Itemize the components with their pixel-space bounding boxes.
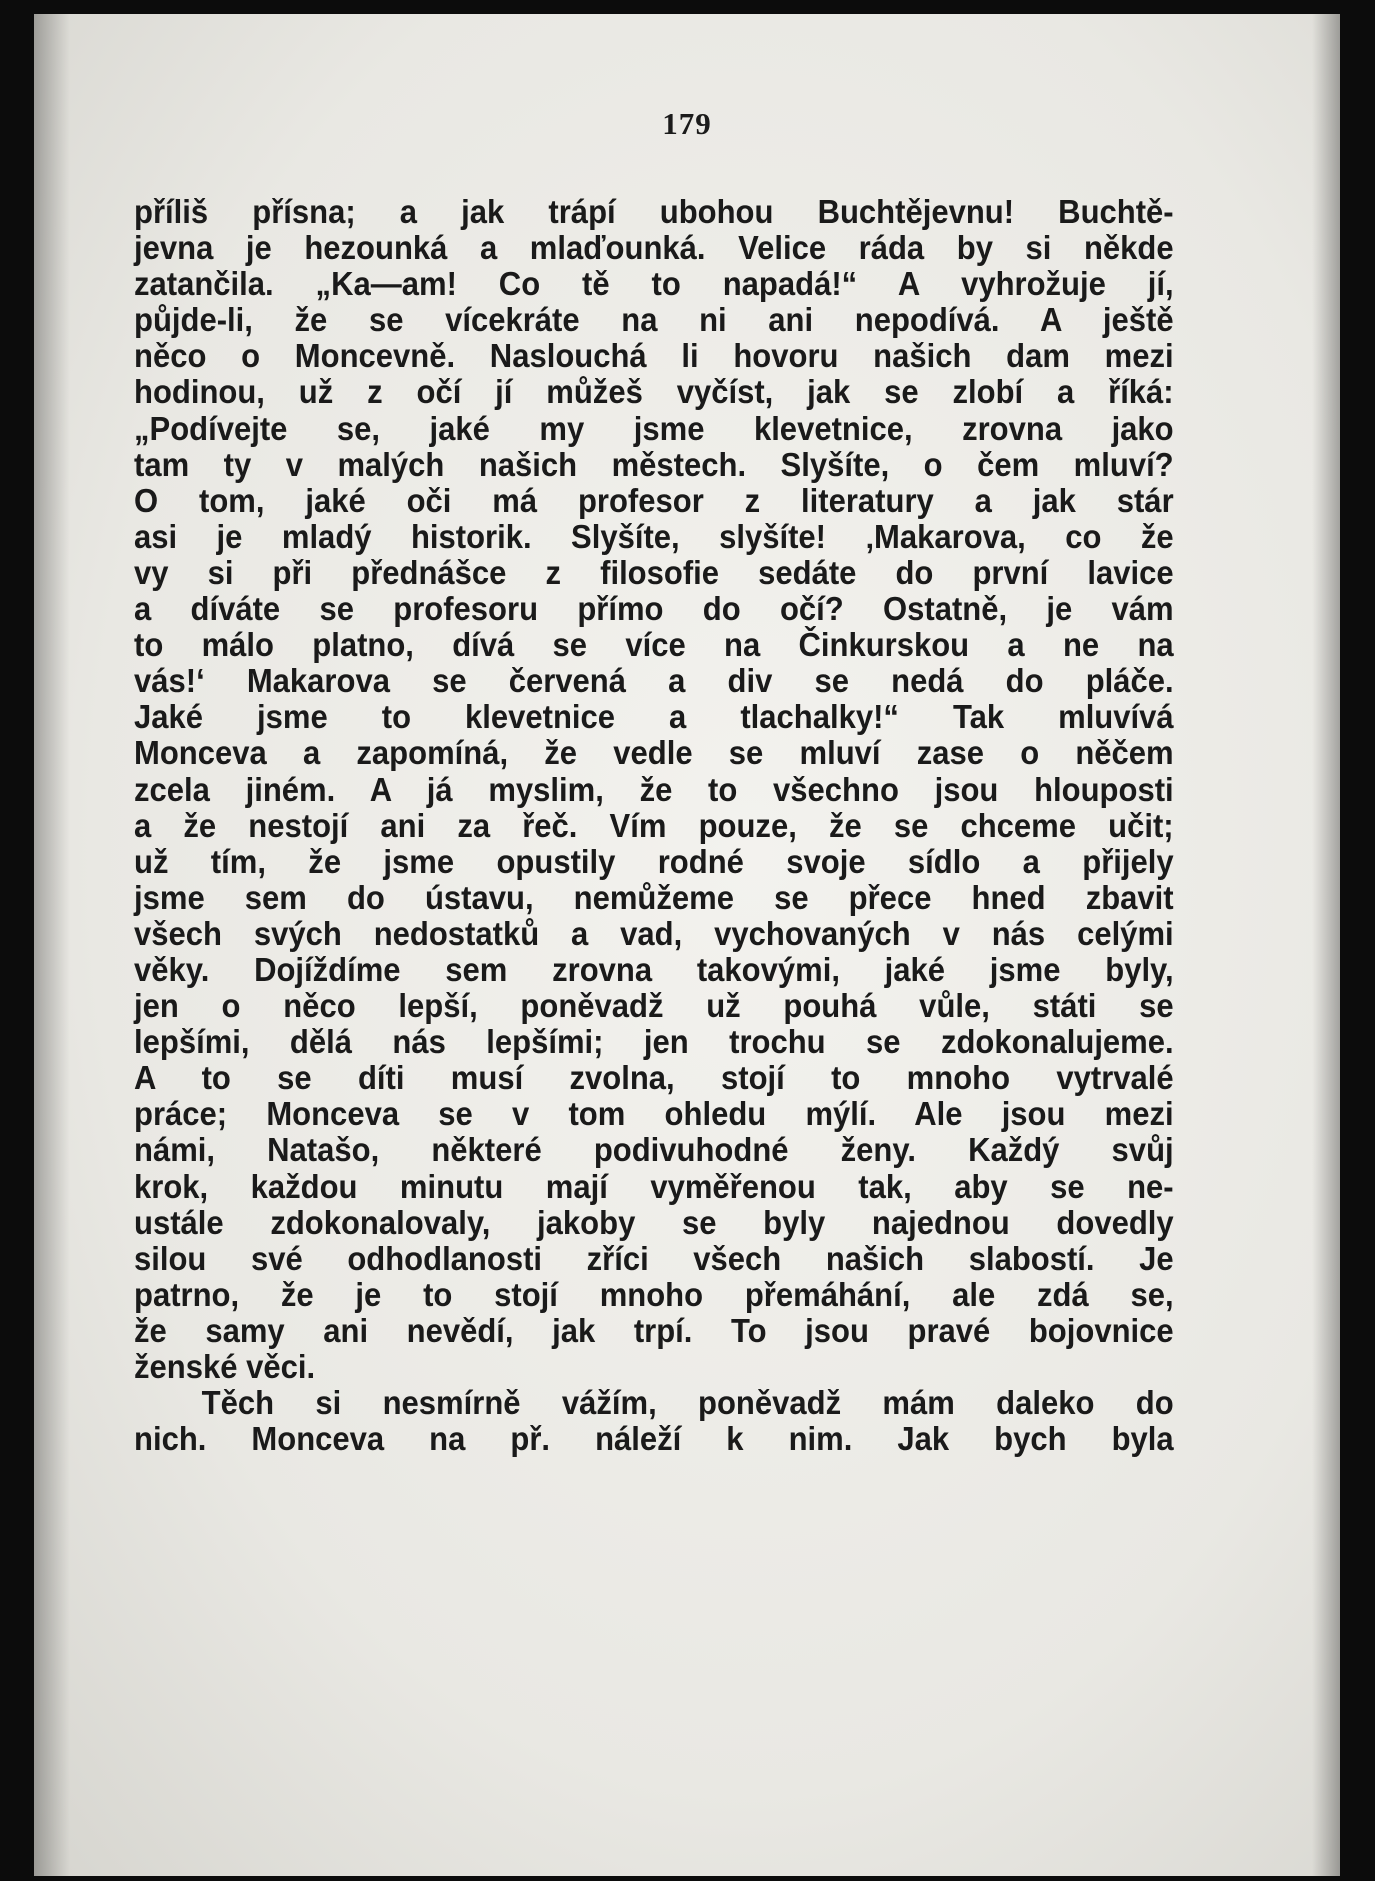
- text-line: O tom, jaké oči má profesor z literatury a jak stár: [134, 481, 1174, 519]
- body-text: [134, 194, 1174, 1457]
- text-line: věky. Dojíždíme sem zrovna takovými, jaké jsme byly,: [134, 950, 1174, 988]
- text-line: půjde-li, že se vícekráte na ni ani nepodívá. A ještě: [134, 301, 1174, 339]
- text-line: Jaké jsme to klevetnice a tlachalky!“ Tak mluvívá: [134, 698, 1174, 736]
- text-line: jsme sem do ústavu, nemůžeme se přece hned zbavit: [134, 878, 1174, 916]
- page-edge-shadow-right: [1312, 14, 1340, 1876]
- text-line-paragraph-end: ženské věci.: [134, 1348, 316, 1385]
- page-number: 179: [662, 106, 712, 141]
- text-line: krok, každou minutu mají vyměřenou tak, aby se ne-: [134, 1167, 1174, 1205]
- text-line: práce; Monceva se v tom ohledu mýlí. Ale jsou mezi: [134, 1095, 1174, 1133]
- book-page: [34, 14, 1340, 1876]
- text-line: zcela jiném. A já myslim, že to všechno jsou hlouposti: [134, 770, 1174, 808]
- page-edge-shadow-left: [34, 14, 70, 1876]
- text-line: jevna je hezounká a mlaďounká. Velice ráda by si někde: [134, 229, 1174, 267]
- text-line: a díváte se profesoru přímo do očí? Ostatně, je vám: [134, 590, 1174, 628]
- text-line: nich. Monceva na př. náleží k nim. Jak bych byla: [134, 1420, 1174, 1458]
- text-line: A to se díti musí zvolna, stojí to mnoho vytrvalé: [134, 1059, 1174, 1097]
- text-line: příliš přísna; a jak trápí ubohou Buchtějevnu! Buchtě-: [134, 193, 1174, 230]
- text-line: tam ty v malých našich městech. Slyšíte, o čem mluví?: [134, 445, 1174, 483]
- text-line: že samy ani nevědí, jak trpí. To jsou pravé bojovnice: [134, 1311, 1174, 1349]
- text-line: jen o něco lepší, poněvadž už pouhá vůle, státi se: [134, 987, 1174, 1025]
- text-line: námi, Natašo, některé podivuhodné ženy. Každý svůj: [134, 1131, 1174, 1169]
- text-line-paragraph-start: Těch si nesmírně vážím, poněvadž mám daleko do: [201, 1384, 1174, 1422]
- text-line: patrno, že je to stojí mnoho přemáhání, ale zdá se,: [134, 1275, 1174, 1313]
- text-line: vy si při přednášce z filosofie sedáte do první lavice: [134, 553, 1174, 591]
- text-line: něco o Moncevně. Naslouchá li hovoru našich dam mezi: [134, 337, 1174, 375]
- text-line: ustále zdokonalovaly, jakoby se byly najednou dovedly: [134, 1203, 1174, 1241]
- text-line: lepšími, dělá nás lepšími; jen trochu se zdokonalujeme.: [134, 1023, 1174, 1061]
- text-line: už tím, že jsme opustily rodné svoje sídlo a přijely: [134, 842, 1174, 880]
- text-line: všech svých nedostatků a vad, vychovaných v nás celými: [134, 914, 1174, 952]
- text-line: asi je mladý historik. Slyšíte, slyšíte! ‚Makarova, co že: [134, 517, 1174, 555]
- text-line: a že nestojí ani za řeč. Vím pouze, že se chceme učit;: [134, 806, 1174, 844]
- text-line: hodinou, už z očí jí můžeš vyčíst, jak se zlobí a říká:: [134, 373, 1174, 411]
- text-line: zatančila. „Ka—am! Co tě to napadá!“ A vyhrožuje jí,: [134, 265, 1174, 303]
- text-line: Monceva a zapomíná, že vedle se mluví zase o něčem: [134, 734, 1174, 772]
- text-line: vás!‘ Makarova se červená a div se nedá do pláče.: [134, 662, 1174, 700]
- text-line: to málo platno, dívá se více na Činkurskou a ne na: [134, 626, 1174, 664]
- text-line: silou své odhodlanosti zříci všech našich slabostí. Je: [134, 1239, 1174, 1277]
- text-line: „Podívejte se, jaké my jsme klevetnice, zrovna jako: [134, 409, 1174, 447]
